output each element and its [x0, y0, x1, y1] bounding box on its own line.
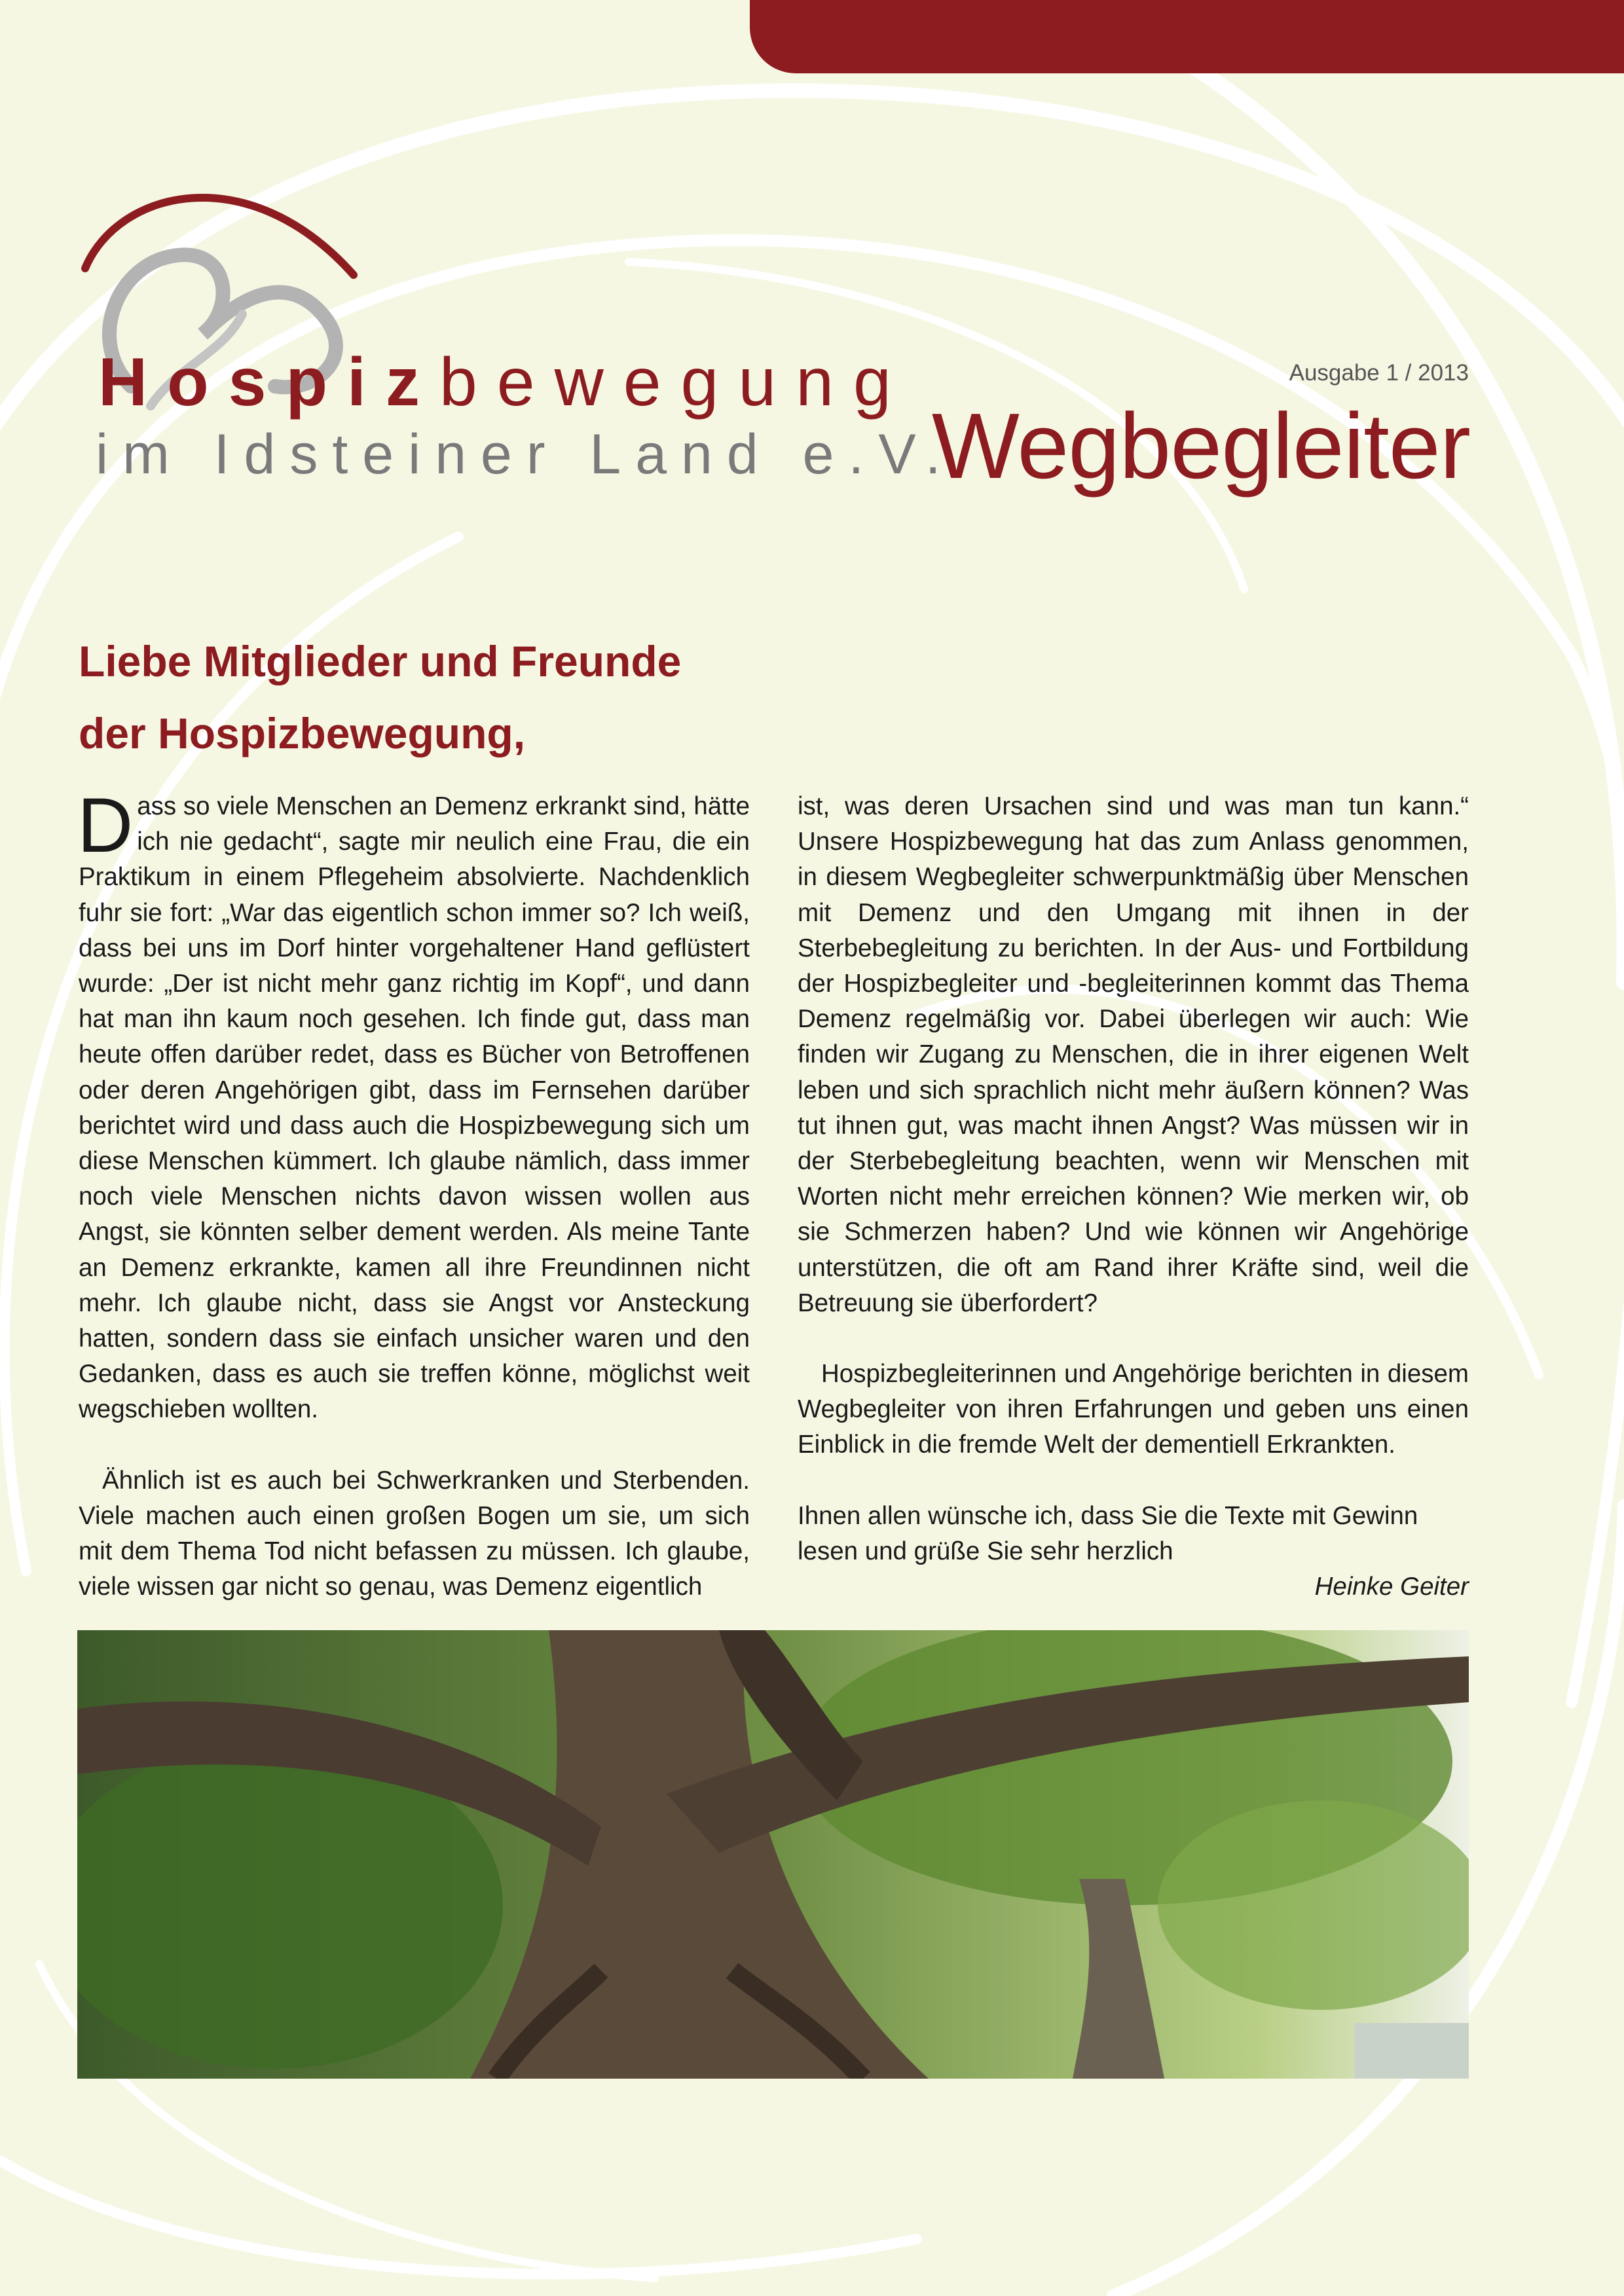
signature: Heinke Geiter: [1314, 1573, 1469, 1601]
paragraph-2-start: Ähnlich ist es auch bei Schwerkranken und Sterbenden. Viele machen auch einen großen Bogen um sie, um sich mit dem Thema Tod nicht befassen zu müssen. Ich glaube, viele wissen gar nicht so genau, was Demenz eigentlich: [79, 1466, 750, 1601]
paragraph-1: [77, 782, 750, 1428]
tree-image: [77, 1630, 1469, 2079]
drop-cap: D: [77, 782, 134, 869]
top-accent-bar: [750, 0, 1624, 73]
heading-line-1: Liebe Mitglieder und Freunde: [79, 637, 682, 685]
article-heading: [79, 625, 681, 769]
paragraph-1-text: ass so viele Menschen an Demenz erkrankt sind, hätte ich nie gedacht“, sagte mir neulich eine Frau, die ein Praktikum in einem Pflegeheim absolvierte. Nachdenklich fuhr sie fort: „War das eigentlich schon immer so? Ich weiß, dass bei uns im Dorf hinter vorgehaltener Hand geflüstert wurde: „Der ist nicht mehr ganz richtig im Kopf“, und dann hat man ihn kaum noch gesehen. Ich finde gut, dass man heute offen darüber redet, dass es Bücher von Betroffenen oder deren Angehörigen gibt, dass im Fernsehen darüber berichtet wird und dass auch die Hospizbewegung sich um diese Menschen kümmert. Ich glaube nämlich, dass immer noch viele Menschen nichts davon wissen wollen aus Angst, sie könnten selber dement werden. Als meine Tante an Demenz erkrankte, kamen all ihre Freundinnen nicht mehr. Ich glaube nicht, dass sie Angst vor Ansteckung hatten, sondern dass sie einfach unsicher waren und den Gedanken, dass es auch sie treffen könne, möglichst weit wegschieben wollten.: [79, 792, 750, 1424]
newsletter-title: Wegbegleiter: [931, 394, 1470, 498]
heading-line-2: der Hospizbewegung,: [79, 709, 526, 757]
paragraph-3: Hospizbegleiterinnen und Angehörige berichten in diesem Wegbegleiter von ihren Erfahrungen und geben uns einen Einblick in die fremde Welt der dementiell Erkrankten.: [798, 1360, 1469, 1459]
tree-photo: [77, 1630, 1469, 2079]
organization-logo: [79, 170, 955, 498]
text-column-right: [798, 789, 1469, 1605]
logo-wordmark: [98, 344, 911, 422]
text-column-left: [77, 782, 750, 1605]
logo-bold-text: Hospiz: [98, 344, 439, 420]
paragraph-4: Ihnen allen wünsche ich, dass Sie die Texte mit Gewinn lesen und grüße Sie sehr herzlich: [798, 1501, 1418, 1565]
paragraph-2-end: ist, was deren Ursachen sind und was man tun kann.“ Unsere Hospizbewegung hat das zum Anlass genommen, in diesem Wegbegleiter schwerpunktmäßig über Menschen mit Demenz und den Umgang mit ihnen in der Sterbebegleitung zu berichten. In der Aus- und Fortbildung der Hospizbegleiter und -begleiterinnen kommt das Thema Demenz regelmäßig vor. Dabei überlegen wir auch: Wie finden wir Zugang zu Menschen, die in ihrer eigenen Welt leben und sich sprachlich nicht mehr äußern können? Was tut ihnen gut, was macht ihnen Angst? Was müssen wir in der Sterbebegleitung beachten, wenn wir Menschen mit Worten nicht mehr erreichen können? Wie merken wir, ob sie Schmerzen haben? Und wie können wir Angehörige unterstützen, die oft am Rand ihrer Kräfte sind, weil die Betreuung sie überfordert?: [798, 792, 1469, 1317]
logo-subtitle: im Idsteiner Land e.V.: [96, 423, 955, 486]
logo-light-text: bewegung: [439, 344, 911, 420]
issue-number: Ausgabe 1 / 2013: [1289, 360, 1469, 386]
